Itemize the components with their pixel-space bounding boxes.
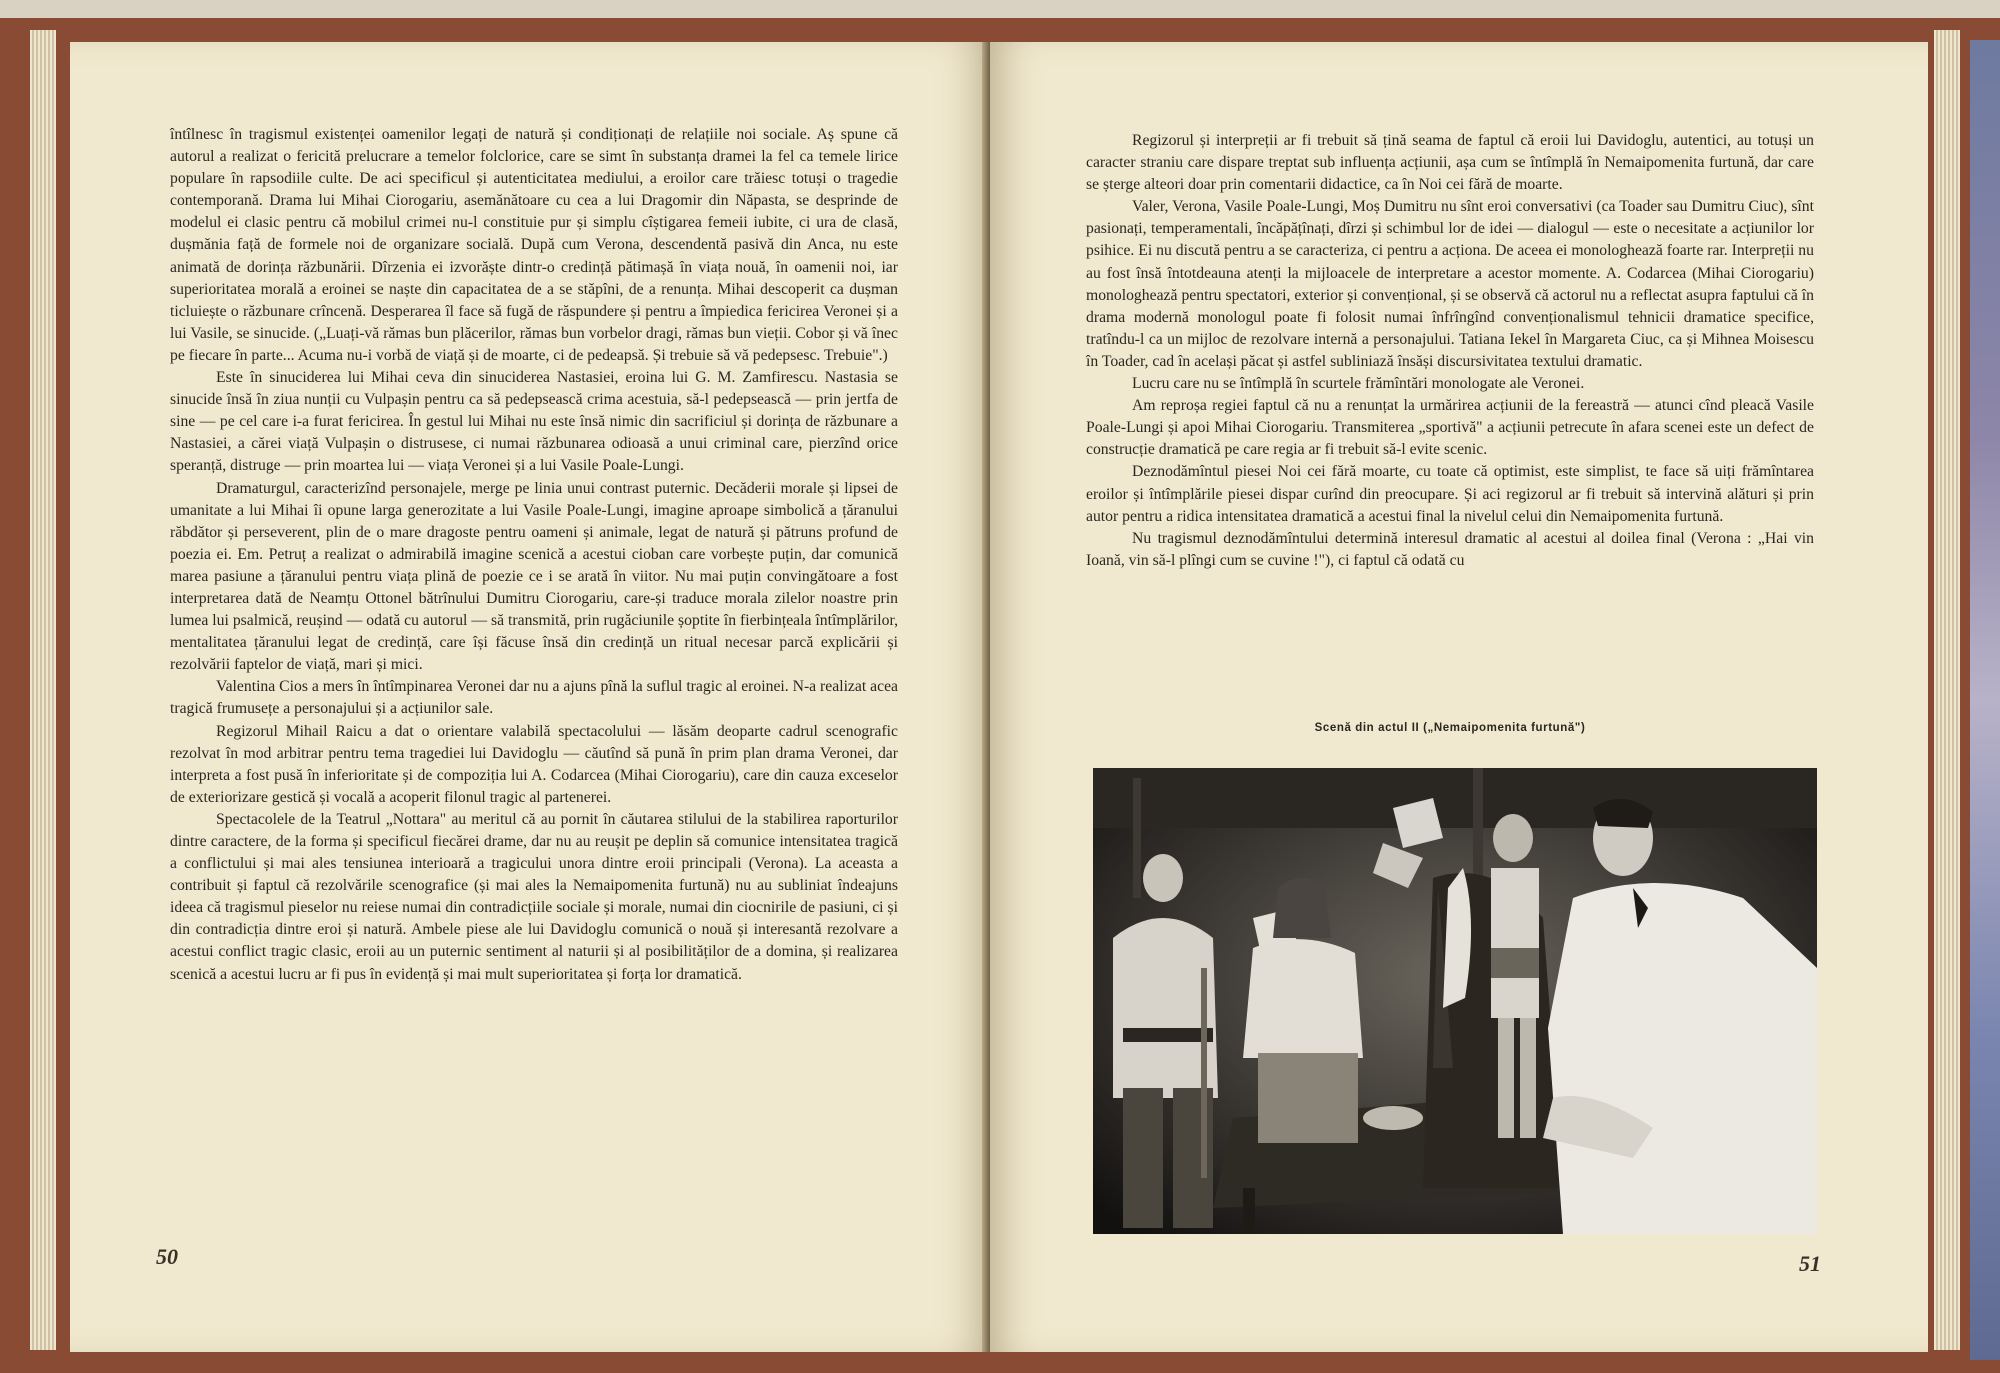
page-edges-left — [30, 30, 56, 1350]
page-edges-right — [1934, 30, 1960, 1350]
photo-caption: Scenă din actul II („Nemaipomenita furtună") — [1314, 722, 1586, 734]
paragraph: Am reproșa regiei faptul că nu a renunțat la urmărirea acțiunii de la fereastră — atunci cînd pleacă Vasile Poale-Lungi și apoi Mihai Ciorogariu. Transmiterea „sportivă" a acțiunii petrecute în afara scenei este un defect de construcție dramatică pe care regia ar fi trebuit să-l evite scenic. — [1086, 397, 1814, 459]
paragraph: întîlnesc în tragismul existenței oamenilor legați de natură și condiționați de relațiile noi sociale. Aș spune că autorul a realizat o fericită prelucrare a temelor folclorice, care se simt în substanța dramei la fel ca temele lirice populare în rapsodiile culte. De aci specificul și autenticitatea mediului, a eroilor care trăiesc totuși o tragedie contemporană. Drama lui Mihai Ciorogariu, asemănătoare cu cea a lui Dragomir din Năpasta, se desprinde de modelul ei clasic pentru că mobilul crimei nu-l constituie pur și simplu cîștigarea femeii iubite, ci ura de clasă, dușmănia față de formele noi de organizare socială. După cum Verona, descendentă pasivă din Anca, nu este animată de dorința răzbunării. Dîrzenia ei izvorăște dintr-o credință pătimașă în viața nouă, în oamenii noi, iar superioritatea morală a eroinei se naște din capacitatea de a se stăpîni, de a renunța. Mihai descoperit ca dușman ticluiește o răzbunare crîncenă. Desperarea îl face să fugă de răspundere și pentru a împiedica fericirea Veronei și a lui Vasile, se sinucide. („Luați-vă rămas bun plăcerilor, rămas bun vorbelor dragi, rămas bun vieții. Cobor și vă înec pe fiecare în parte... Acuma nu-i vorbă de viață și de moarte, ci de pedeapsă. Și trebuie să vă pedepsesc. Trebuie".) — [170, 126, 898, 364]
paragraph: Spectacolele de la Teatrul „Nottara" au meritul că au pornit în căutarea stilului de la stabilirea raporturilor dintre caractere, de la forma și specificul fiecărei drame, dar nu au reușit pe deplin să comunice intensitatea tragică a conflictului și mai ales tensiunea interioară a tragicului unora dintre eroii principali (Verona). La aceasta a contribuit și faptul că rezolvările scenografice (și mai ales la Nemaipomenita furtună) nu au subliniat îndeajuns ideea că tragismul pieselor nu reiese numai din contradicțiile sociale și morale, numai din ciocnirile de pasiuni, ci și din contradicția dintre eroi și natură. Ambele piese ale lui Davidoglu comunică o nouă și interesantă rezolvare a acestui conflict tragic clasic, eroii au un puternic sentiment al naturii și al posibilităților de a domina, și realizarea scenică a acestui lucru ar fi pus în evidență și mai mult superioritatea și forța lor dramatică. — [170, 810, 898, 983]
left-page — [70, 42, 988, 1352]
paragraph: Este în sinuciderea lui Mihai ceva din sinuciderea Nastasiei, eroina lui G. M. Zamfirescu. Nastasia se sinucide însă în ziua nunții cu Vulpașin pentru ca să pedepsească crima acestuia, să-l pedepsească — prin jertfa de sine — pe cel care i-a furat fericirea. În gestul lui Mihai nu este însă nimic din sacrificiul și dorința de răzbunare a Nastasiei, a cărei viață Vulpașin o distrusese, ci numai răzbunarea odioasă a unui criminal care, pierzînd orice speranță, distruge — prin moartea lui — viața Veronei și a lui Vasile Poale-Lungi. — [170, 369, 898, 475]
marbled-cover-edge — [1970, 40, 2000, 1360]
right-page-text — [1086, 130, 1814, 572]
paragraph: Valer, Verona, Vasile Poale-Lungi, Moș Dumitru nu sînt eroi conversativi (ca Toader sau Dumitru Ciuc), sînt pasionați, temperamentali, încăpățînați, dîrzi și schimbul lor de idei — dialogul — este o necesitate a acțiunilor lor psihice. Ei nu discută pentru a se caracteriza, ci pentru a acționa. De aceea ei monologhează foarte rar. Interpreții nu au fost însă întotdeauna atenți la mijloacele de interpretare a acestor momente. A. Codarcea (Mihai Ciorogariu) monologhează pentru spectatori, exterior și convențional, și se observă că actorul nu a reflectat asupra faptului că în drama modernă monologul poate fi folosit numai înfrîngînd convenționalismul tehnicii dramatice specifice, tratîndu-l ca un mijloc de rezolvare internă a personajului. Tatiana Iekel în Margareta Ciuc, ca și Mihnea Moisescu în Toader, cad în același păcat și astfel subliniază însăși discursivitatea textului dramatic. — [1086, 198, 1814, 370]
page-number: 51 — [1799, 1251, 1821, 1276]
page-number: 50 — [156, 1244, 178, 1269]
left-page-text — [170, 124, 898, 986]
paragraph: Deznodămîntul piesei Noi cei fără moarte, cu toate că optimist, este simplist, te face să uiți frămîntarea eroilor și întîmplările piesei dispar curînd din preocupare. Și aci regizorul ar fi trebuit să intervină alături și prin autor pentru a ridica intensitatea dramatică a acestui final la nivelul celui din Nemaipomenita furtună. — [1086, 463, 1814, 525]
paragraph: Regizorul Mihail Raicu a dat o orientare valabilă spectacolului — lăsăm deoparte cadrul scenografic rezolvat în mod arbitrar pentru tema tragediei lui Davidoglu — căutînd să pună în prim plan drama Veronei, dar interpreta a fost pusă în inferioritate și de compoziția lui A. Codarcea (Mihai Ciorogariu), care din cauza exceselor de exteriorizare gestică și vocală a acoperit filonul tragic al partenerei. — [170, 722, 898, 806]
paragraph: Valentina Cios a mers în întîmpinarea Veronei dar nu a ajuns pînă la suflul tragic al eroinei. N-a realizat acea tragică frumusețe a personajului și a acțiunilor sale. — [170, 678, 898, 718]
paragraph: Nu tragismul deznodămîntului determină interesul dramatic al acestui al doilea final (Verona : „Hai vin Ioană, vin să-l plîngi cum se cuvine !"), ci faptul că odată cu — [1086, 529, 1814, 569]
paragraph: Regizorul și interpreții ar fi trebuit să țină seama de faptul că eroii lui Davidoglu, autentici, au totuși un caracter straniu care dispare treptat sub influența acțiunii, așa cum se întîmplă în Nemaipomenita furtună, dar care se șterge alteori doar prin comentarii didactice, ca în Noi cei fără de moarte. — [1086, 132, 1814, 194]
paragraph: Lucru care nu se întîmplă în scurtele frămîntări monologate ale Veronei. — [1132, 375, 1585, 393]
stage-photo — [1093, 768, 1817, 1234]
paragraph: Dramaturgul, caracterizînd personajele, merge pe linia unui contrast puternic. Decăderii morale și lipsei de umanitate a lui Mihai îi opune larga generozitate a lui Vasile Poale-Lungi, imagine aproape simbolică a țăranului răbdător și perseverent, plin de o mare dragoste pentru oameni și animale, legat de natură și pătruns profund de poezia ei. Em. Petruț a realizat o admirabilă imagine scenică a acestui cioban care vorbește puțin, dar comunică marea pasiune a țăranului pentru viața plină de poezie ce i se arată în viitor. Nu mai puțin convingătoare a fost interpretarea dată de Neamțu Ottonel bătrînului Dumitru Ciorogariu, care-și traduce morala zilelor noastre prin lumea lui psalmică, reușind — odată cu autorul — să transmită, prin rugăciunile șoptite în fierbințeala întîmplărilor, mentalitatea țăranului legat de credință, care își făcuse însă din credință un ritual necesar parcă explicării și rezolvării faptelor de viață, mari și mici. — [170, 479, 898, 674]
right-page — [990, 42, 1928, 1352]
